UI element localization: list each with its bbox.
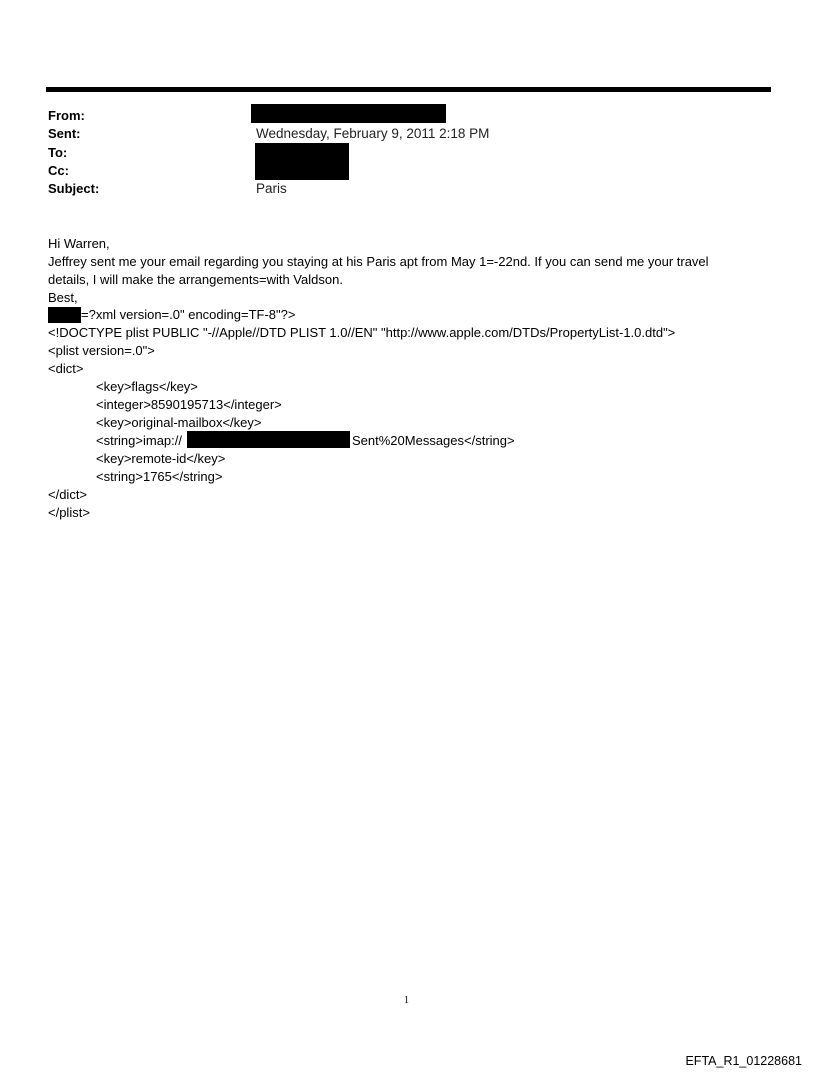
string-imap-end: Sent%20Messages</string> [352, 433, 515, 448]
header-rule [46, 87, 771, 92]
from-label: From: [48, 108, 85, 123]
redacted-from [251, 104, 446, 123]
dict-open: <dict> [48, 361, 84, 376]
greeting: Hi Warren, [48, 236, 110, 251]
body-line-2: details, I will make the arrangements=with Valdson. [48, 272, 343, 287]
closing: Best, [48, 290, 78, 305]
to-label: To: [48, 145, 68, 160]
xml-declaration: =?xml version=.0" encoding=TF-8"?> [81, 307, 296, 322]
doctype-line: <!DOCTYPE plist PUBLIC "-//Apple//DTD PLIST 1.0//EN" "http://www.apple.com/DTDs/PropertyList-1.0.dtd"> [48, 325, 676, 340]
cc-label: Cc: [48, 163, 69, 178]
redacted-recipients [255, 143, 349, 180]
sent-label: Sent: [48, 126, 81, 141]
dict-close: </dict> [48, 487, 88, 502]
subject-label: Subject: [48, 181, 100, 196]
key-flags: <key>flags</key> [96, 379, 198, 394]
redacted-signature [48, 307, 81, 323]
string-imap-start: <string>imap:// [96, 433, 182, 448]
integer-flags: <integer>8590195713</integer> [96, 397, 282, 412]
page-number: 1 [404, 995, 409, 1006]
document-id: EFTA_R1_01228681 [685, 1054, 802, 1068]
sent-value: Wednesday, February 9, 2011 2:18 PM [256, 126, 490, 141]
subject-value: Paris [256, 181, 287, 196]
key-original-mailbox: <key>original-mailbox</key> [96, 415, 262, 430]
string-remote-id: <string>1765</string> [96, 469, 223, 484]
body-line-1: Jeffrey sent me your email regarding you staying at his Paris apt from May 1=-22nd. If you can send me your travel [48, 254, 709, 269]
key-remote-id: <key>remote-id</key> [96, 451, 226, 466]
plist-open: <plist version=.0"> [48, 343, 155, 358]
redacted-imap-path [187, 431, 350, 448]
plist-close: </plist> [48, 505, 90, 520]
